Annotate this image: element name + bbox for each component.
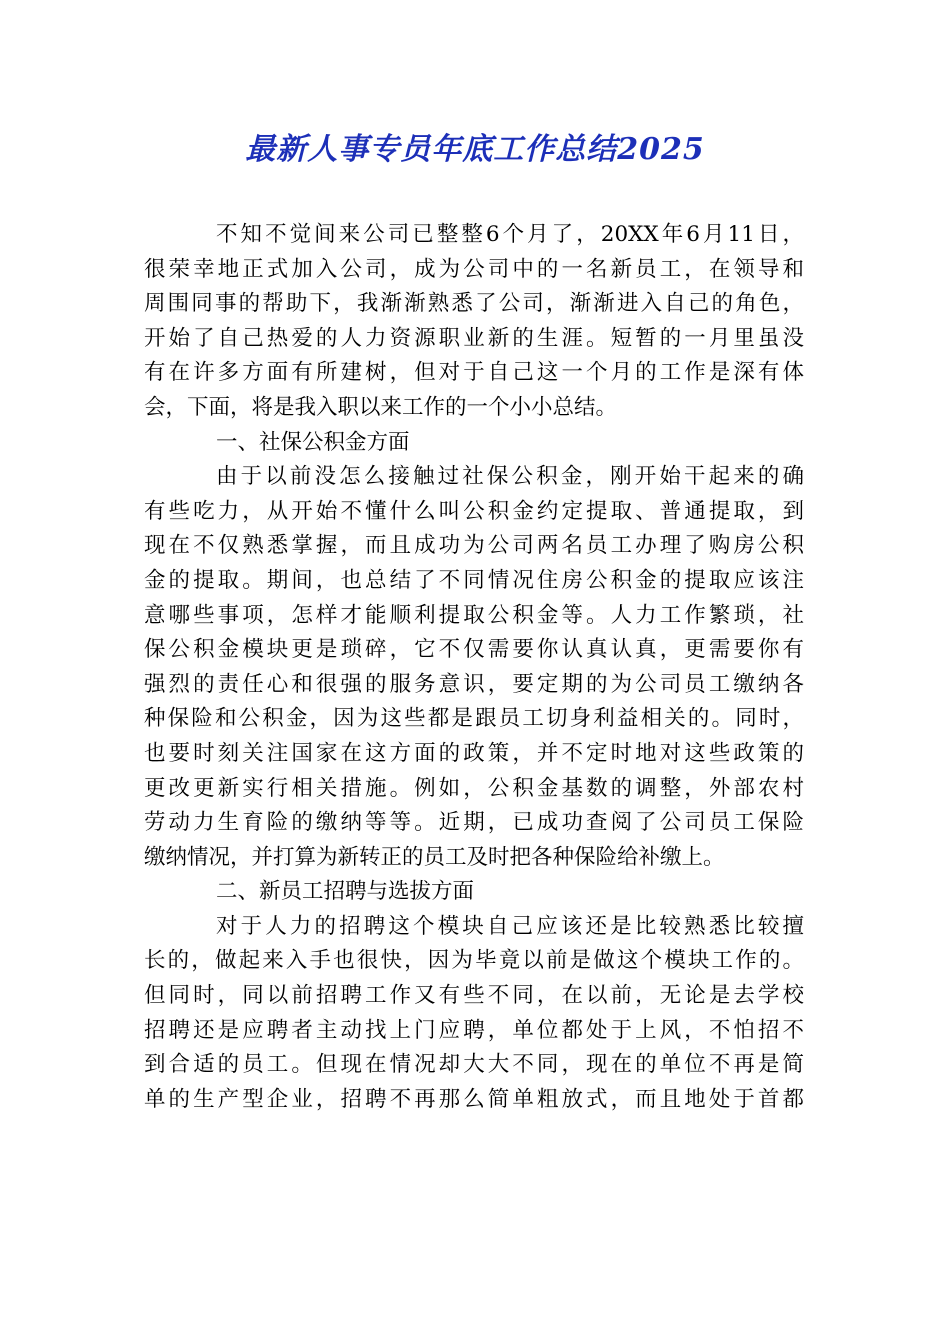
document-body [144, 218, 804, 1117]
text-line: 有在许多方面有所建树，但对于自己这一个月的工作是深有体 [144, 360, 804, 386]
text-line: 意哪些事项，怎样才能顺利提取公积金等。人力工作繁琐，社 [144, 602, 804, 628]
text-line: 强烈的责任心和很强的服务意识，要定期的为公司员工缴纳各 [144, 671, 804, 697]
document-title: 最新人事专员年底工作总结2025 [245, 132, 705, 167]
text-line: 单的生产型企业，招聘不再那么简单粗放式，而且地处于首都 [144, 1086, 804, 1112]
text-line: 由于以前没怎么接触过社保公积金，刚开始干起来的确 [216, 464, 804, 490]
text-line: 劳动力生育险的缴纳等等。近期，已成功查阅了公司员工保险 [144, 810, 804, 836]
text-line: 缴纳情况，并打算为新转正的员工及时把各种保险给补缴上。 [144, 844, 725, 870]
text-line: 招聘还是应聘者主动找上门应聘，单位都处于上风，不怕招不 [144, 1017, 804, 1043]
text-line: 二、新员工招聘与选拔方面 [216, 879, 475, 905]
text-line: 会，下面，将是我入职以来工作的一个小小总结。 [144, 394, 618, 420]
text-line: 不知不觉间来公司已整整6个月了，20XX年6月11日， [216, 222, 804, 247]
text-line: 很荣幸地正式加入公司，成为公司中的一名新员工，在领导和 [144, 256, 804, 282]
text-line: 现在不仅熟悉掌握，而且成功为公司两名员工办理了购房公积 [144, 533, 804, 559]
text-line: 周围同事的帮助下，我渐渐熟悉了公司，渐渐进入自己的角色， [144, 291, 804, 317]
text-line: 更改更新实行相关措施。例如，公积金基数的调整，外部农村 [144, 775, 804, 801]
text-line: 到合适的员工。但现在情况却大大不同，现在的单位不再是简 [144, 1052, 804, 1078]
text-line: 开始了自己热爱的人力资源职业新的生涯。短暂的一月里虽没 [144, 325, 804, 351]
text-line: 种保险和公积金，因为这些都是跟员工切身利益相关的。同时， [144, 706, 804, 732]
text-line: 有些吃力，从开始不懂什么叫公积金约定提取、普通提取，到 [144, 498, 804, 524]
text-line: 但同时，同以前招聘工作又有些不同，在以前，无论是去学校 [144, 983, 804, 1009]
text-line: 保公积金模块更是琐碎，它不仅需要你认真认真，更需要你有 [144, 637, 804, 663]
text-line: 长的，做起来入手也很快，因为毕竟以前是做这个模块工作的。 [144, 948, 804, 974]
text-line: 金的提取。期间，也总结了不同情况住房公积金的提取应该注 [144, 567, 804, 593]
text-line: 对于人力的招聘这个模块自己应该还是比较熟悉比较擅 [216, 913, 804, 939]
text-line: 一、社保公积金方面 [216, 429, 410, 455]
text-line: 也要时刻关注国家在这方面的政策，并不定时地对这些政策的 [144, 740, 804, 766]
